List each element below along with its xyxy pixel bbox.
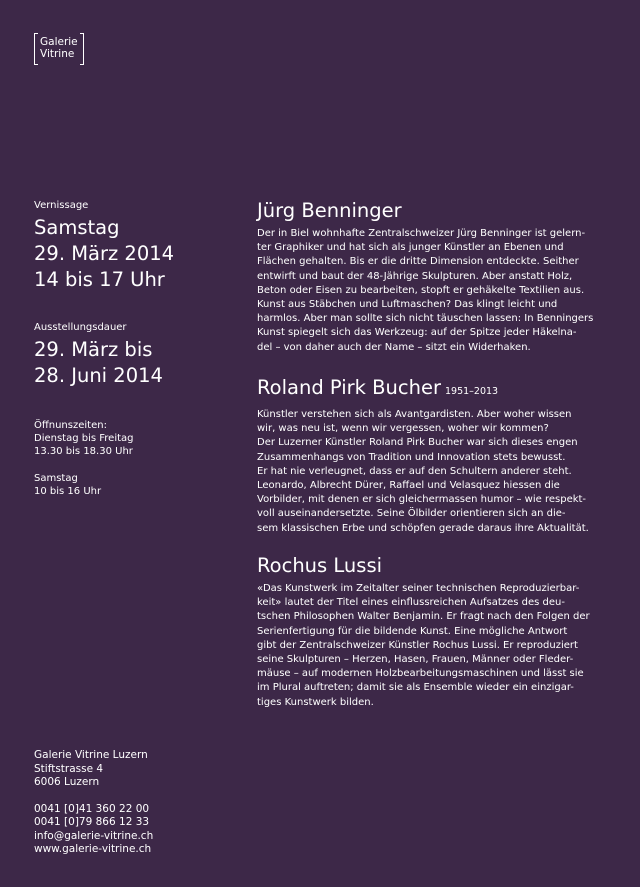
address-street: Stiftstrasse 4 [34,762,104,775]
hours-saturday-time: 10 bis 16 Uhr [34,486,102,497]
hours-label: Öffnunszeiten: [34,420,107,431]
artist-text: Der in Biel wohnhafte Zentralschweizer Jürg Benninger ist gelern- ter Graphiker und hat sich als junger Künstler an Ebenen und Flächen gehalten. Bis er die dritte Dimension entdeckte. Seither entwirft und baut der 48-Jährige Skulpturen. Aber anstatt Holz, Beton oder Eisen zu bearbeiten, stopft er gehäkelte Textilien aus. Kunst aus Stäbchen und Luftmaschen? Das klingt leicht und harmlos. Aber man sollte sich nicht täuschen lassen: In Benningers Kunst spiegelt sich das Werkzeug: auf der Spitze jeder Häkelna- del – von daher auch der Name – sitzt ein Widerhaken. [257,228,594,353]
exhibition-to: 28. Juni 2014 [34,364,163,387]
logo-bracket-left [34,33,38,65]
exhibition-from: 29. März bis [34,338,153,361]
website-link[interactable]: www.galerie-vitrine.ch [34,843,152,855]
artist-name: Jürg Benninger [257,199,402,222]
artist-section [257,553,607,710]
exhibition-block [34,321,234,389]
artist-text: Künstler verstehen sich als Avantgardisten. Aber woher wissen wir, was neu ist, wenn wir vergessen, woher wir kommen? Der Luzerner Künstler Roland Pirk Bucher war sich dieses engen Zusammenhangs von Tradition und Innovation stets bewusst. Er hat nie verleugnet, dass er auf den Schultern anderer steht. Leonardo, Albrecht Dürer, Raffael und Velasquez hiessen die Vorbilder, mit denen er sich gleichermassen humor – wie respekt- voll auseinandersetzte. Seine Ölbilder orientieren sich an die- sem klassischen Erbe und schöpfen gerade daraus ihre Aktualität. [257,409,589,534]
logo-bracket-right [80,33,84,65]
hours-saturday: Samstag [34,473,78,484]
phone-2: 0041 [0]79 866 12 33 [34,816,150,828]
hours-weekdays: Dienstag bis Freitag [34,433,134,444]
vernissage-date: 29. März 2014 [34,242,175,265]
address-city: 6006 Luzern [34,776,100,788]
exhibition-label: Ausstellungsdauer [34,322,127,333]
vernissage-day: Samstag [34,216,120,239]
address-name: Galerie Vitrine Luzern [34,749,148,761]
artist-name: Roland Pirk Bucher 1951–2013 [257,376,499,399]
vernissage-block [34,199,234,293]
opening-hours [34,419,234,498]
artist-section [257,198,607,355]
logo-line-1: Galerie [40,36,78,48]
gallery-address [34,749,153,857]
email-link[interactable]: info@galerie-vitrine.ch [34,829,154,842]
artist-name: Rochus Lussi [257,554,383,577]
artist-years: 1951–2013 [445,386,499,397]
gallery-logo [34,33,84,63]
vernissage-time: 14 bis 17 Uhr [34,268,165,291]
phone-1: 0041 [0]41 360 22 00 [34,802,150,815]
hours-weekdays-time: 13.30 bis 18.30 Uhr [34,446,133,457]
artist-section [257,375,607,536]
logo-line-2: Vitrine [40,48,75,60]
artist-text: «Das Kunstwerk im Zeitalter seiner technischen Reproduzierbar- keit» lautet der Titel eines einflussreichen Aufsatzes des deu- tschen Philosophen Walter Benjamin. Er fragt nach den Folgen der Serienfertigung für die bildende Kunst. Eine mögliche Antwort gibt der Zentralschweizer Künstler Rochus Lussi. Er reproduziert seine Skulpturen – Herzen, Hasen, Frauen, Männer oder Fleder- mäuse – auf modernen Holzbearbeitungsmaschinen und lässt sie im Plural auftreten; damit sie als Ensemble wieder ein einzigar- tiges Kunstwerk bilden. [257,583,590,708]
vernissage-label: Vernissage [34,200,89,211]
